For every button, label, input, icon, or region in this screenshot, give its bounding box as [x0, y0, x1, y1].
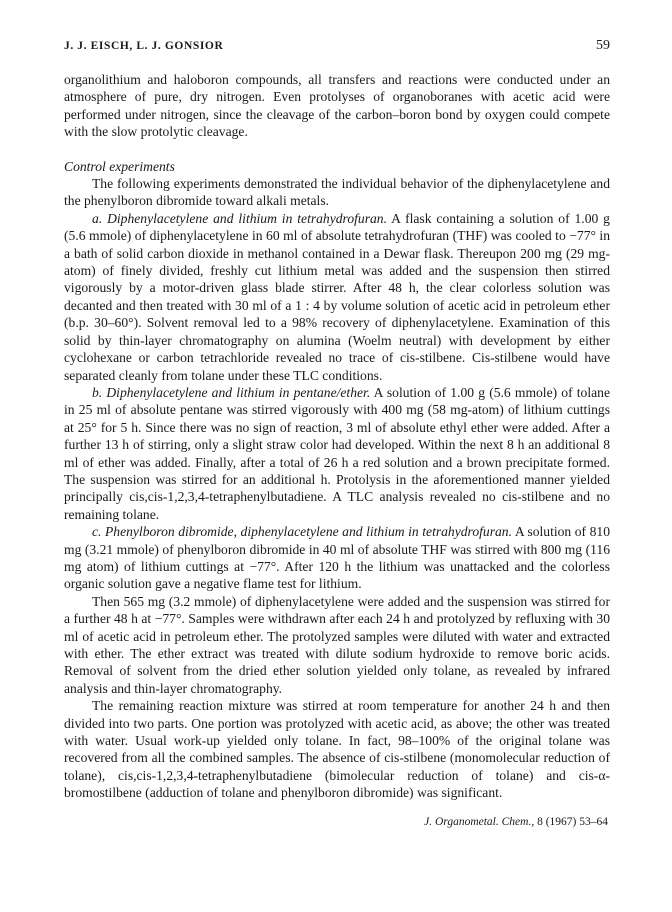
experiment-a-text: A flask containing a solution of 1.00 g (5.6 mmole) of diphenylacetylene in 60 ml of absolute tetrahydrofuran (THF) was cooled to −77° in a bath of solid carbon dioxide in methanol contained in a Dewar flask. Thereupon 200 mg (29 mg-atom) of finely divided, freshly cut lithium metal was added and the suspension then stirred vigorously by a motor-driven glass blade stirrer. After 48 h, the clear colorless solution was decanted and then treated with 30 ml of a 1 : 4 by volume solution of acetic acid in petroleum ether (b.p. 30–60°). Solvent removal led to a 98% recovery of diphenylacetylene. Examination of this solid by thin-layer chromatography on alumina (Woelm neutral) with development by either cyclohexane or carbon tetrachloride revealed no trace of cis-stilbene. Cis-stilbene would have separated cleanly from tolane under these TLC conditions. [64, 210, 610, 383]
experiment-b-paragraph [64, 384, 610, 523]
opening-paragraph: organolithium and haloboron compounds, all transfers and reactions were conducted under an atmosphere of pure, dry nitrogen. Even protolyses of organoboranes with acetic acid were performed under nitrogen, since the cleavage of the carbon–boron bond by oxygen could compete with the slow protolytic cleavage. [64, 72, 610, 140]
journal-volume: 8 (1967) 53–64 [537, 815, 608, 828]
body-text [64, 71, 610, 802]
paragraph-remaining: The remaining reaction mixture was stirred at room temperature for another 24 h and then divided into two parts. One portion was protolyzed with acetic acid, as above; the other was treated with water. Usual work-up yielded only tolane. In fact, 98–100% of the original tolane was recovered from all the combined samples. The absence of cis-stilbene (monomolecular reduction of tolane), cis,cis-1,2,3,4-tetraphenylbutadiene (bimolecular reduction of tolane) and cis-α-bromostilbene (adduction of tolane and phenylboron dibromide) was significant. [64, 698, 610, 801]
section-intro: The following experiments demonstrated the individual behavior of the diphenylacetylene and the phenylboron dibromide toward alkali metals. [64, 176, 610, 209]
running-header [64, 38, 610, 54]
author-names: J. J. EISCH, L. J. GONSIOR [64, 40, 224, 52]
section-heading: Control experiments [64, 158, 175, 174]
page-number: 59 [596, 38, 610, 53]
experiment-a-label: a. Diphenylacetylene and lithium in tetrahydrofuran. [92, 210, 387, 226]
experiment-c-text: A solution of 810 mg (3.21 mmole) of phenylboron dibromide in 40 ml of absolute THF was stirred with 800 mg (116 mg atom) of lithium cuttings at −77°. After 120 h the lithium was unattacked and the colorless organic solution gave a negative flame test for lithium. [64, 524, 611, 592]
experiment-a-paragraph [64, 210, 610, 384]
experiment-c-label: c. Phenylboron dibromide, diphenylacetylene and lithium in tetrahydrofuran. [92, 524, 513, 540]
journal-page [64, 38, 610, 828]
journal-name: J. Organometal. Chem., [424, 815, 535, 828]
journal-citation [64, 816, 608, 828]
paragraph-then: Then 565 mg (3.2 mmole) of diphenylacetylene were added and the suspension was stirred for a further 48 h at −77°. Samples were withdrawn after each 24 h and protolyzed by refluxing with 30 ml of acetic acid in petroleum ether. The protolyzed samples were diluted with water and extracted with ether. The ether extract was treated with dilute sodium hydroxide to remove boric acids. Removal of solvent from the dried ether solution yielded only tolane, as revealed by infrared analysis and thin-layer chromatography. [64, 593, 610, 696]
experiment-b-text: A solution of 1.00 g (5.6 mmole) of tolane in 25 ml of absolute pentane was stirred vigorously with 400 mg (58 mg-atom) of lithium cuttings at 25° for 5 h. Since there was no sign of reaction, 3 ml of absolute ethyl ether were added. After a further 13 h of stirring, only a slight straw color had developed. Within the next 8 h an additional 8 ml of ether was added. Finally, after a total of 26 h a red solution and a brown precipitate formed. The suspension was stirred for an additional h. Protolysis in the aforementioned manner yielded principally cis,cis-1,2,3,4-tetraphenylbutadiene. A TLC analysis revealed no cis-stilbene and no remaining tolane. [64, 384, 610, 522]
experiment-b-label: b. Diphenylacetylene and lithium in pentane/ether. [92, 384, 371, 400]
experiment-c-paragraph [64, 523, 610, 593]
